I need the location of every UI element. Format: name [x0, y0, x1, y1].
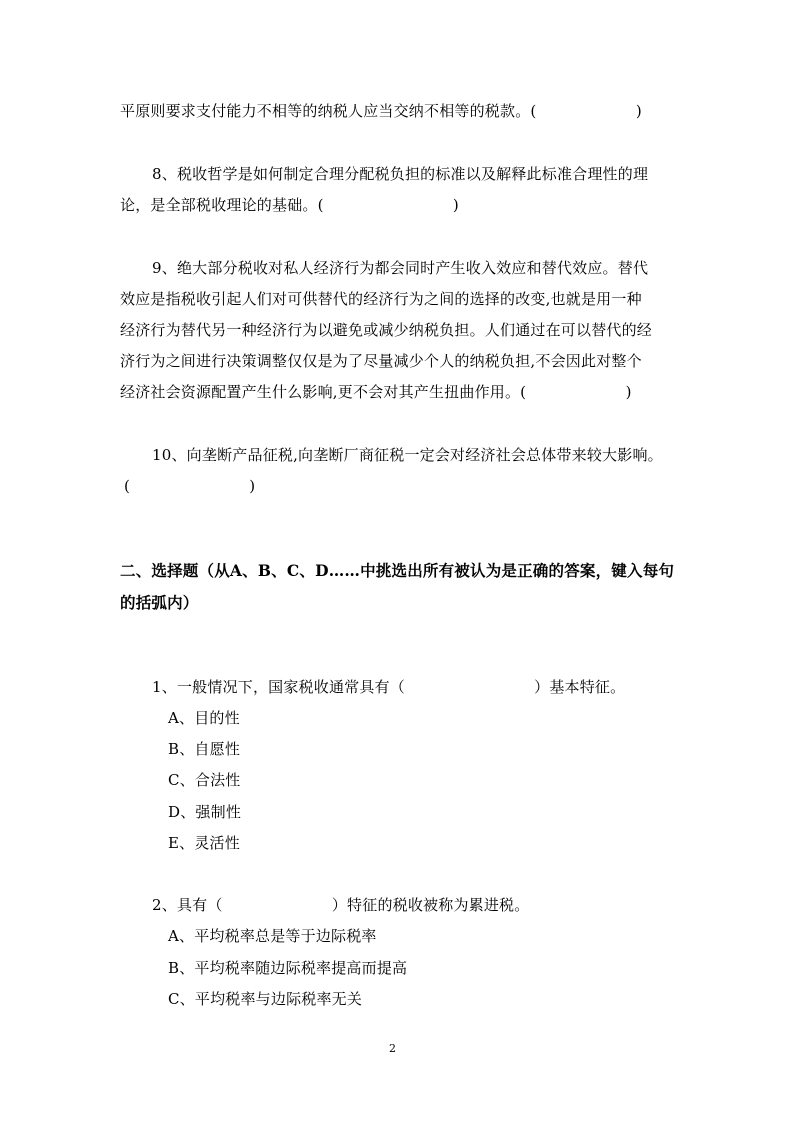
- true-false-item-9-line-3: 经济行为替代另一种经济行为以避免或减少纳税负担。人们通过在可以替代的经: [120, 321, 653, 339]
- choice-question-1: 1、一般情况下，国家税收通常具有（ ）基本特征。: [152, 678, 626, 696]
- choice-q1-option-b: B、自愿性: [168, 740, 241, 758]
- page-number: 2: [389, 1042, 396, 1055]
- true-false-item-10-line-1: 10、向垄断产品征税,向垄断厂商征税一定会对经济社会总体带来较大影响。: [152, 446, 663, 464]
- true-false-item-7-tail: 平原则要求支付能力不相等的纳税人应当交纳不相等的税款。( ): [120, 102, 642, 120]
- choice-q1-option-a: A、目的性: [168, 709, 240, 727]
- true-false-item-8-line-1: 8、税收哲学是如何制定合理分配税负担的标准以及解释此标准合理性的理: [152, 165, 649, 183]
- true-false-item-9-line-2: 效应是指税收引起人们对可供替代的经济行为之间的选择的改变,也就是用一种: [120, 290, 642, 308]
- choice-q2-option-c: C、平均税率与边际税率无关: [168, 990, 363, 1008]
- true-false-item-8-line-2: 论，是全部税收理论的基础。( ): [120, 196, 459, 214]
- choice-q1-option-c: C、合法性: [168, 771, 241, 789]
- choice-q2-option-a: A、平均税率总是等于边际税率: [168, 927, 377, 945]
- section-heading-line-2: 的括弧内）: [120, 593, 199, 612]
- choice-q1-option-e: E、灵活性: [168, 834, 240, 852]
- true-false-item-9-line-4: 济行为之间进行决策调整仅仅是为了尽量减少个人的纳税负担,不会因此对整个: [120, 352, 642, 370]
- true-false-item-9-line-5: 经济社会资源配置产生什么影响,更不会对其产生扭曲作用。( ): [120, 383, 632, 401]
- choice-q2-option-b: B、平均税率随边际税率提高而提高: [168, 959, 408, 977]
- true-false-item-10-line-2: ( ): [124, 477, 256, 495]
- true-false-item-9-line-1: 9、绝大部分税收对私人经济行为都会同时产生收入效应和替代效应。替代: [152, 259, 649, 277]
- section-heading-line-1: 二、选择题（从A、B、C、D……中挑选出所有被认为是正确的答案，键入每句: [120, 561, 675, 580]
- choice-question-2: 2、具有（ ）特征的税收被称为累进税。: [152, 896, 530, 914]
- choice-q1-option-d: D、强制性: [168, 803, 242, 821]
